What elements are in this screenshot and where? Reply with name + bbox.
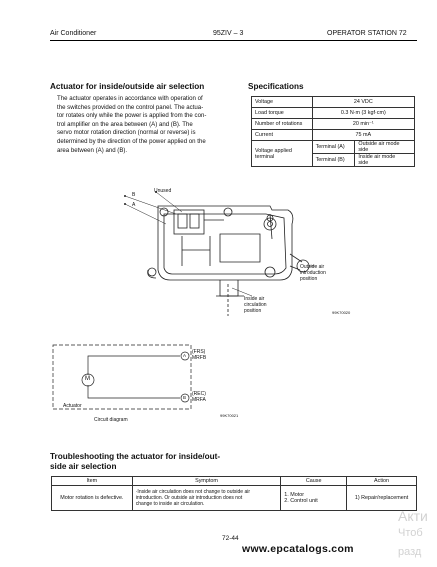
outside-air-label: Outside air introduction position [300, 264, 326, 282]
spec-row [252, 119, 415, 130]
spec-value: 0.3 N·m (3 kgf·cm) [312, 108, 414, 119]
description-line: servo motor rotation direction (normal or reverse) is [57, 129, 196, 137]
specifications-table [251, 96, 415, 167]
spec-value: 24 VDC [312, 97, 414, 108]
actuator-label: Actuator [63, 403, 82, 409]
column-header: Action [347, 477, 417, 486]
circuit-caption: Circuit diagram [94, 417, 128, 423]
column-header: Cause [281, 477, 347, 486]
figure-code: 99K70020 [332, 310, 351, 315]
column-header: Item [52, 477, 133, 486]
actuator-heading: Actuator for inside/outside air selection [50, 82, 205, 91]
description-line: The actuator operates in accordance with operation of [57, 95, 203, 102]
column-header: Symptom [132, 477, 280, 486]
spec-row [252, 141, 415, 154]
troubleshooting-heading: Troubleshooting the actuator for inside/out- side air selection [50, 452, 221, 471]
website-link[interactable]: www.epcatalogs.com [242, 543, 354, 555]
spec-label: Voltage [252, 97, 313, 108]
specifications-heading: Specifications [248, 82, 304, 91]
spec-row [252, 130, 415, 141]
item-cell: Motor rotation is defective. [52, 486, 133, 511]
label-b: B [132, 192, 136, 198]
watermark-line: разд [398, 546, 422, 558]
terminal-b-label: Terminal (B) [312, 154, 355, 167]
frs-label: (FRS) MRFB [192, 349, 207, 361]
label-a: A [132, 202, 136, 208]
spec-label: Load torque [252, 108, 313, 119]
actuator-drawing [120, 184, 355, 326]
spec-label: Current [252, 130, 313, 141]
circuit-terminal-b: B [183, 395, 187, 400]
table-row [52, 486, 417, 511]
terminal-a-value: Outside air mode side [355, 141, 415, 154]
action-cell: 1) Repair/replacement [347, 486, 417, 511]
terminal-b-value: Inside air mode side [355, 154, 415, 167]
spec-value: 75 mA [312, 130, 414, 141]
watermark-line: Чтоб [398, 527, 423, 539]
actuator-figure [120, 184, 355, 326]
description-line: trol amplifier on the area between (A) and (B). The [57, 120, 193, 128]
watermark-line: Акти [398, 508, 428, 524]
actuator-description [57, 95, 240, 155]
table-header-row [52, 477, 417, 486]
inside-air-label: Inside air circulation position [244, 296, 267, 314]
description-line: the switches provided on the control panel. The actua- [57, 103, 204, 111]
spec-row [252, 97, 415, 108]
spec-label: Number of rotations [252, 119, 313, 130]
header-model: 95ZIV – 3 [213, 30, 244, 37]
terminal-a-label: Terminal (A) [312, 141, 355, 154]
circuit-code: 99K70021 [220, 413, 239, 418]
page-number: 72-44 [222, 535, 239, 542]
troubleshooting-table [51, 476, 417, 511]
header-rule [50, 40, 417, 41]
symptom-cell: ·Inside air circulation does not change to outside air introduction. Or outside air introduction does not change to inside air circulation. [132, 486, 280, 511]
cause-cell: 1. Motor 2. Control unit [281, 486, 347, 511]
terminal-label: Voltage applied terminal [252, 141, 313, 167]
header-section-title: Air Conditioner [50, 30, 97, 37]
description-line: area between (A) and (B). [57, 146, 128, 154]
motor-symbol: M [85, 376, 90, 382]
rec-label: (REC) MRFA [192, 391, 206, 403]
circuit-terminal-a: A [183, 353, 187, 358]
description-line: determined by the direction of the power applied on the [57, 137, 206, 145]
unused-label: Unused [154, 188, 172, 194]
description-line: tor rotates only while the power is applied from the con- [57, 112, 207, 120]
spec-value: 20 min⁻¹ [312, 119, 414, 130]
header-chapter: OPERATOR STATION 72 [327, 30, 407, 37]
circuit-diagram [50, 342, 250, 427]
spec-row [252, 108, 415, 119]
